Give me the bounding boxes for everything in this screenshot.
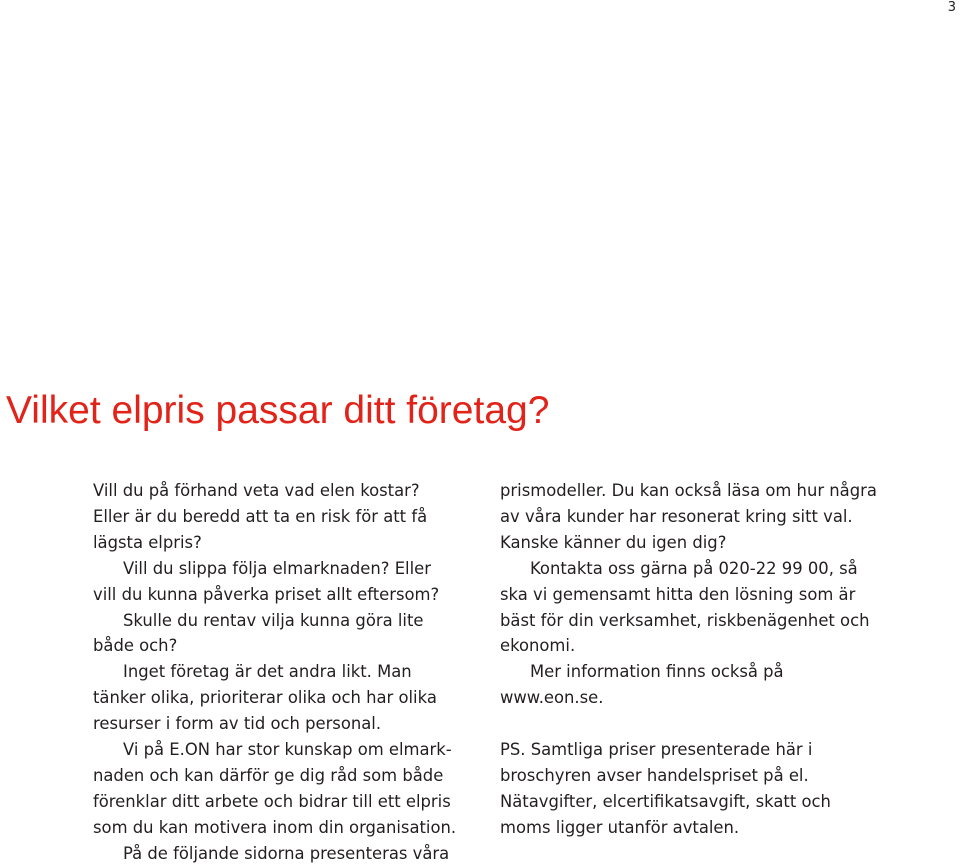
paragraph-line: förenklar ditt arbete och bidrar till ett elpris [93, 791, 451, 811]
paragraph-line: prismodeller. Du kan också läsa om hur några [500, 481, 877, 500]
paragraph-line: lägsta elpris? [93, 532, 202, 552]
paragraph-line: resurser i form av tid och personal. [93, 714, 382, 734]
paragraph-line: ska vi gemensamt hitta den lösning som är [500, 584, 856, 604]
paragraph-line: vill du kunna påverka priset allt eftersom? [93, 584, 440, 604]
website-link[interactable]: www.eon.se. [500, 688, 604, 708]
paragraph-line: På de följande sidorna presenteras våra [123, 843, 450, 863]
paragraph-line: Mer information finns också på [530, 662, 784, 682]
paragraph-line: både och? [93, 636, 178, 656]
body-text-left-column [93, 478, 473, 867]
paragraph-line: naden och kan därför ge dig råd som både [93, 765, 444, 785]
page-number: 3 [947, 0, 956, 15]
paragraph-line: Eller är du beredd att ta en risk för att få [93, 506, 428, 526]
paragraph-line: Nätavgifter, elcertifikatsavgift, skatt och [500, 791, 831, 811]
paragraph-line: broschyren avser handelspriset på el. [500, 765, 809, 785]
paragraph-line: ekonomi. [500, 636, 576, 656]
paragraph-line: Kanske känner du igen dig? [500, 532, 727, 552]
paragraph-line: tänker olika, prioriterar olika och har olika [93, 688, 437, 708]
body-text-right-column [500, 478, 900, 841]
paragraph-line: bäst för din verksamhet, riskbenägenhet och [500, 610, 870, 630]
paragraph-line: Vi på E.ON har stor kunskap om elmark- [123, 740, 452, 760]
paragraph-line: av våra kunder har resonerat kring sitt val. [500, 506, 853, 526]
paragraph-line: som du kan motivera inom din organisation. [93, 817, 457, 837]
paragraph-line: Vill du slippa följa elmarknaden? Eller [123, 558, 431, 578]
paragraph-line: Kontakta oss gärna på 020-22 99 00, så [530, 558, 858, 578]
paragraph-line: Inget företag är det andra likt. Man [123, 662, 412, 682]
paragraph-line: PS. Samtliga priser presenterade här i [500, 740, 813, 760]
paragraph-spacer [500, 711, 900, 737]
paragraph-line: Skulle du rentav vilja kunna göra lite [123, 610, 424, 630]
page-title: Vilket elpris passar ditt företag? [6, 389, 550, 432]
paragraph-line: moms ligger utanför avtalen. [500, 817, 740, 837]
paragraph-line: Vill du på förhand veta vad elen kostar? [93, 481, 420, 500]
